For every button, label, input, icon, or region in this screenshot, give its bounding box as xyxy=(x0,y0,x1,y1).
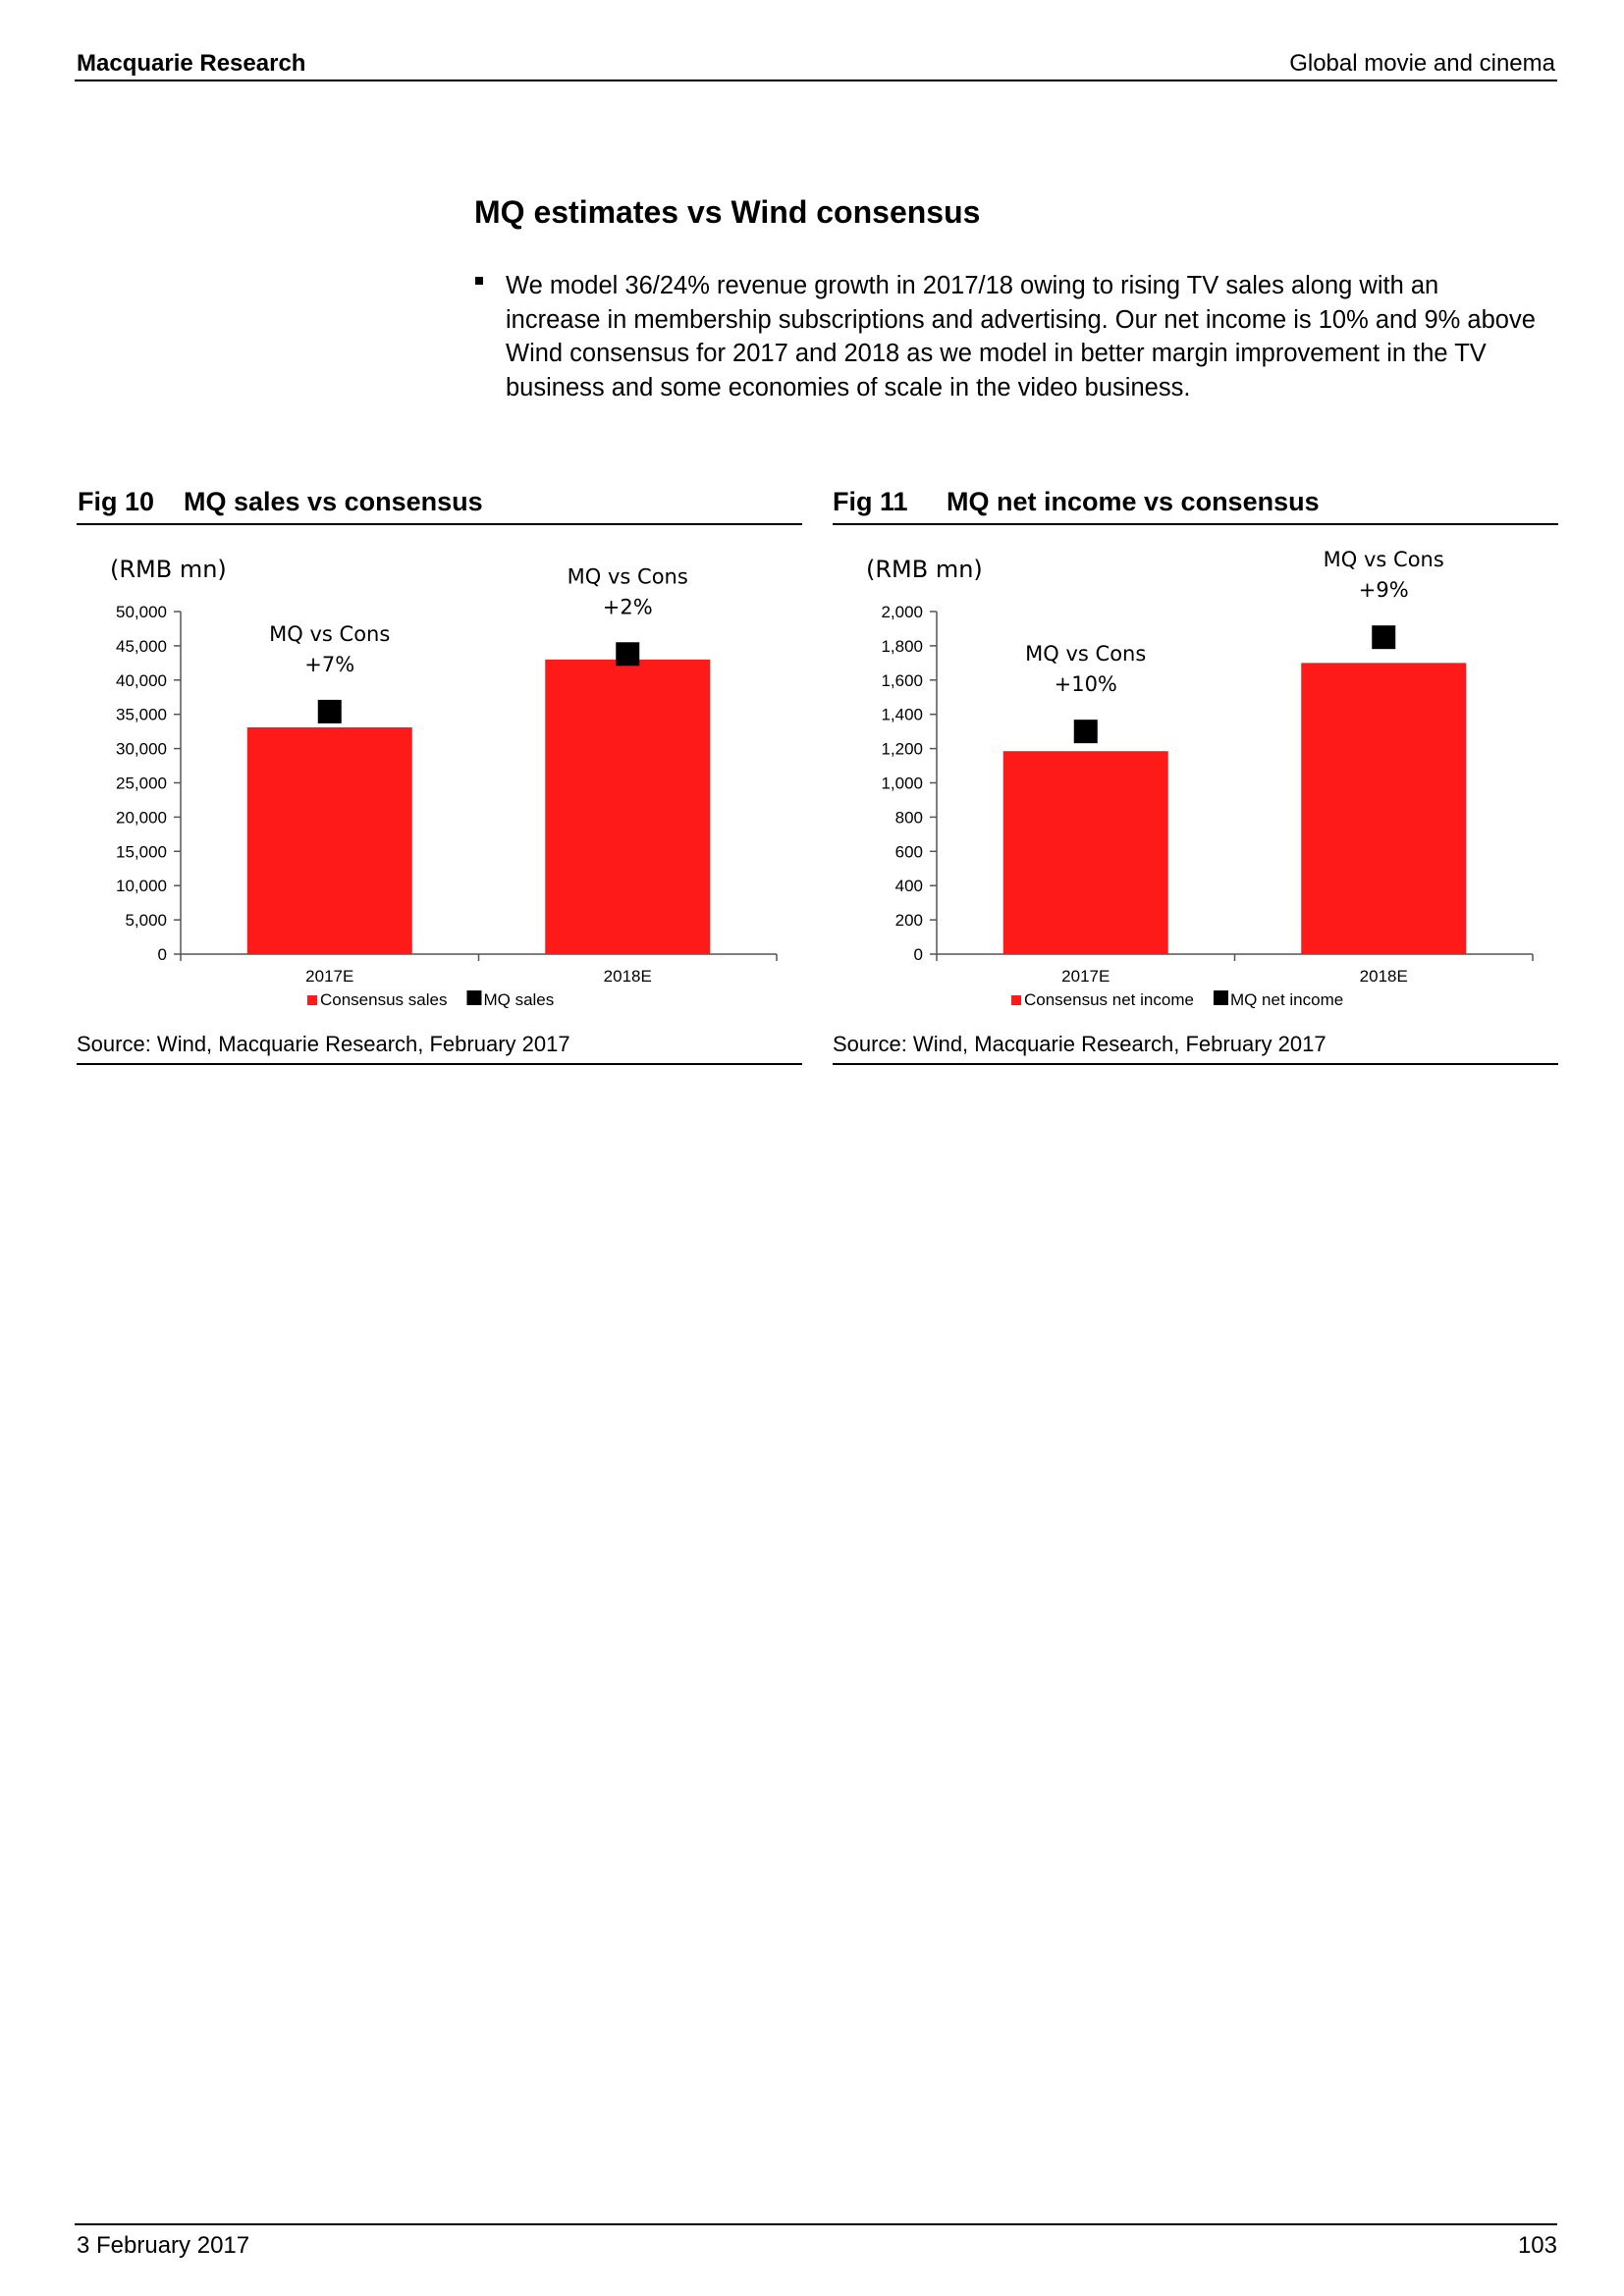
header-rule xyxy=(75,80,1557,81)
chart0-y-tick-label: 10,000 xyxy=(116,877,167,896)
chart1-x-label: 2018E xyxy=(1359,967,1408,986)
chart0-unit-label: (RMB mn) xyxy=(110,556,227,583)
chart1-legend-label-bars: Consensus net income xyxy=(1024,990,1194,1009)
fig10-title: MQ sales vs consensus xyxy=(184,487,483,516)
chart0-y-tick-label: 5,000 xyxy=(125,911,167,931)
bullet-square-icon xyxy=(475,277,483,285)
chart0-bar-2017E xyxy=(247,727,412,954)
chart1-y-tick-label: 2,000 xyxy=(881,603,923,621)
fig11-title-rule xyxy=(833,523,1558,525)
fig10-source-rule xyxy=(77,1063,802,1065)
chart1-marker-2017E xyxy=(1074,720,1098,743)
chart0-bar-2018E xyxy=(545,660,710,954)
chart1-unit-label: (RMB mn) xyxy=(866,556,983,583)
chart0-y-tick-label: 15,000 xyxy=(116,842,167,862)
chart1-legend-label-markers: MQ net income xyxy=(1229,990,1344,1009)
fig10-title-rule xyxy=(77,523,802,525)
chart0-legend-swatch-bars xyxy=(307,995,317,1005)
chart0-annotation-line2: +7% xyxy=(304,652,355,676)
chart0-legend-label-bars: Consensus sales xyxy=(320,990,448,1009)
section-title: MQ estimates vs Wind consensus xyxy=(474,194,981,230)
chart1-annotation-line2: +10% xyxy=(1054,672,1117,697)
chart0-x-label: 2017E xyxy=(305,967,354,986)
chart1-bar-2018E xyxy=(1301,663,1466,954)
chart0-legend-swatch-markers xyxy=(466,990,481,1005)
chart1-y-tick-label: 1,800 xyxy=(881,636,923,656)
chart1-legend-swatch-bars xyxy=(1011,995,1021,1005)
fig11-number: Fig 11 xyxy=(833,487,908,516)
chart1-y-tick-label: 0 xyxy=(913,945,923,964)
chart1-y-tick-label: 1,000 xyxy=(881,774,923,793)
fig11-source-rule xyxy=(833,1063,1558,1065)
chart0-marker-2018E xyxy=(616,642,639,666)
fig11-source: Source: Wind, Macquarie Research, February 2017 xyxy=(833,1032,1326,1056)
chart1-y-tick-label: 400 xyxy=(894,877,923,896)
chart0-y-tick-label: 50,000 xyxy=(116,603,167,621)
fig10-heading xyxy=(78,487,483,517)
chart1-bar-2017E xyxy=(1003,751,1168,954)
fig10-chart xyxy=(77,550,803,1016)
chart0-marker-2017E xyxy=(318,700,342,723)
fig11-title: MQ net income vs consensus xyxy=(947,487,1320,516)
chart0-y-tick-label: 35,000 xyxy=(116,705,167,724)
chart1-y-tick-label: 1,200 xyxy=(881,739,923,759)
chart1-x-label: 2017E xyxy=(1061,967,1110,986)
chart0-legend-label-markers: MQ sales xyxy=(483,990,555,1009)
chart0-y-tick-label: 25,000 xyxy=(116,774,167,793)
chart1-annotation-line1: MQ vs Cons xyxy=(1323,550,1444,572)
chart1-y-tick-label: 1,400 xyxy=(881,705,923,724)
bullet-paragraph: We model 36/24% revenue growth in 2017/18 owing to rising TV sales along with an increase in membership subscriptions and advertising. Our net income is 10% and 9% above Wind consensus for 2017 and 2018 as we model in better margin improvement in the TV business and some economies of scale in the video business. xyxy=(506,272,1536,401)
chart0-annotation-line1: MQ vs Cons xyxy=(567,564,688,589)
footer-date: 3 February 2017 xyxy=(77,2232,250,2259)
chart0-y-tick-label: 40,000 xyxy=(116,670,167,690)
chart0-y-tick-label: 45,000 xyxy=(116,636,167,656)
chart1-marker-2018E xyxy=(1372,625,1395,649)
chart1-annotation-line2: +9% xyxy=(1358,578,1409,603)
chart1-y-tick-label: 800 xyxy=(894,808,923,828)
chart1-annotation-line1: MQ vs Cons xyxy=(1025,642,1147,667)
chart1-legend-swatch-markers xyxy=(1214,990,1228,1005)
header-report-title: Global movie and cinema xyxy=(1289,50,1555,77)
chart0-y-tick-label: 20,000 xyxy=(116,808,167,828)
chart0-annotation-line2: +2% xyxy=(602,595,653,619)
chart0-y-tick-label: 30,000 xyxy=(116,739,167,759)
chart1-y-tick-label: 600 xyxy=(894,842,923,862)
fig11-chart xyxy=(833,550,1559,1016)
chart0-y-tick-label: 0 xyxy=(157,945,167,964)
fig11-heading xyxy=(833,487,1320,517)
header-publisher: Macquarie Research xyxy=(77,50,306,77)
chart1-y-tick-label: 1,600 xyxy=(881,670,923,690)
footer-rule xyxy=(75,2223,1557,2225)
footer-page-number: 103 xyxy=(1517,2232,1557,2259)
chart0-x-label: 2018E xyxy=(603,967,652,986)
chart1-y-tick-label: 200 xyxy=(894,911,923,931)
fig10-source: Source: Wind, Macquarie Research, February 2017 xyxy=(77,1032,570,1056)
chart0-annotation-line1: MQ vs Cons xyxy=(269,621,391,646)
fig10-number: Fig 10 xyxy=(78,487,155,516)
